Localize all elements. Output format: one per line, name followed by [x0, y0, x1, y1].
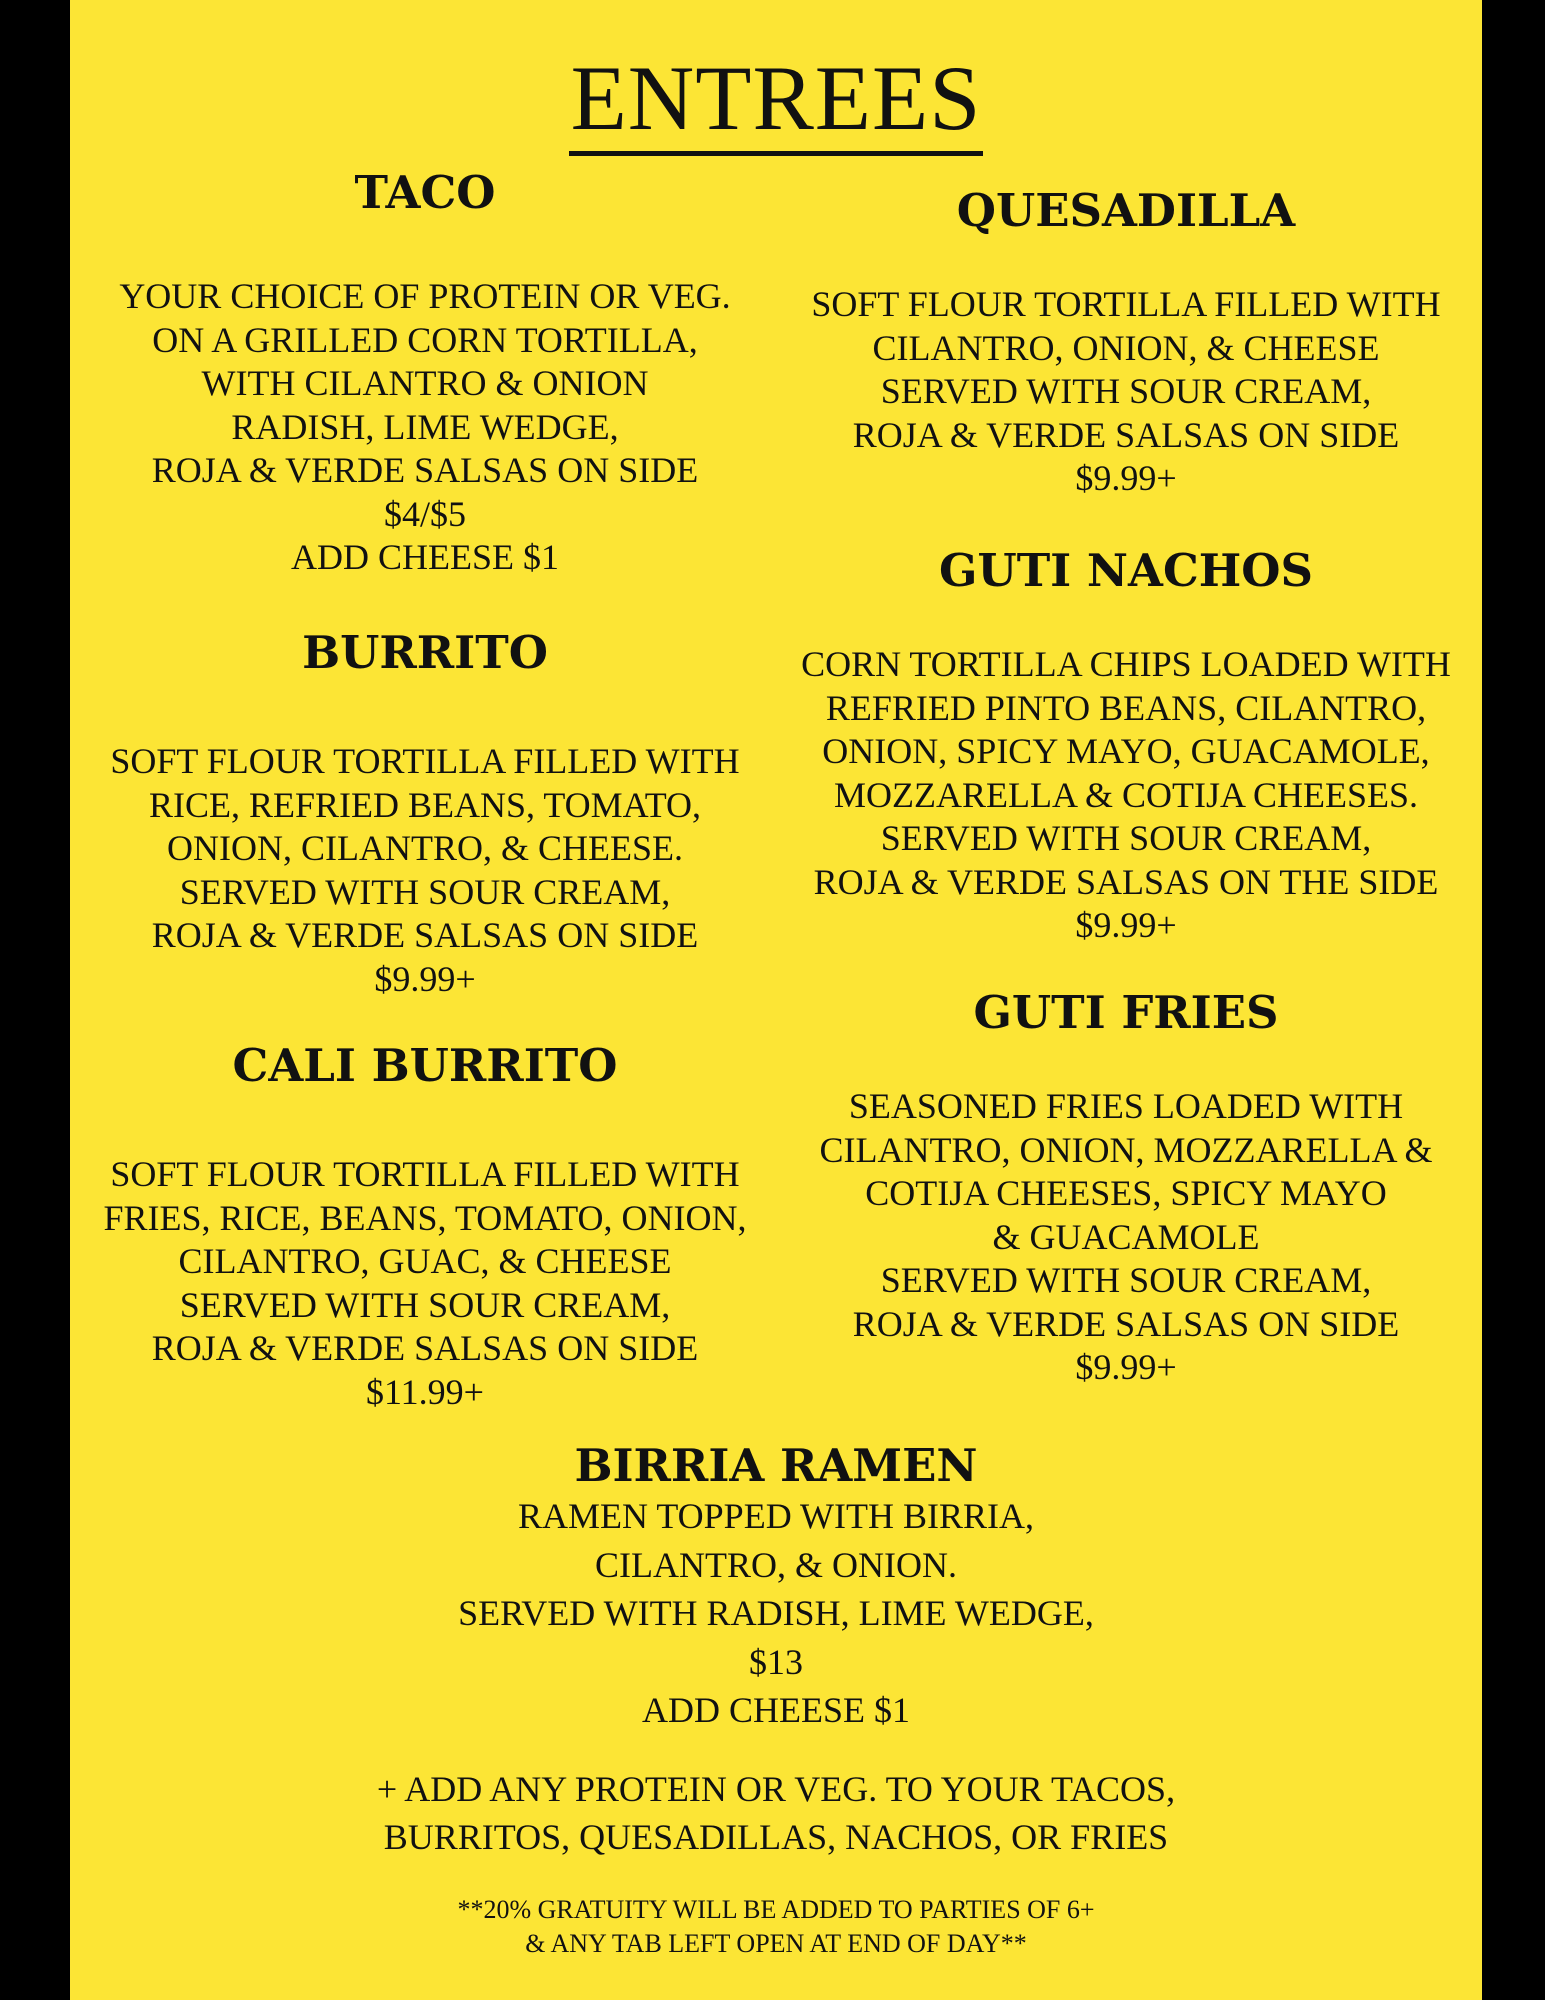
menu-page: [70, 0, 1482, 2000]
item-description: SOFT FLOUR TORTILLA FILLED WITH RICE, REFRIED BEANS, TOMATO, ONION, CILANTRO, & CHEESE. SERVED WITH SOUR CREAM, ROJA & VERDE SALSAS ON SIDE: [110, 741, 740, 955]
item-name: BIRRIA RAMEN: [574, 1439, 978, 1492]
page-title-text: ENTREES: [569, 47, 984, 156]
menu-item-guti-fries: [770, 986, 1482, 1390]
item-price: $9.99+: [1075, 458, 1177, 498]
item-price: $11.99+: [366, 1371, 484, 1412]
item-name: TACO: [354, 166, 496, 219]
item-description: CORN TORTILLA CHIPS LOADED WITH REFRIED PINTO BEANS, CILANTRO, ONION, SPICY MAYO, GUACAMOLE, MOZZARELLA & COTIJA CHEESES. SERVED WITH SOUR CREAM, ROJA & VERDE SALSAS ON THE SIDE: [801, 644, 1451, 902]
page-title: [70, 47, 1482, 149]
menu-item-guti-nachos: [770, 544, 1482, 948]
gratuity-note: **20% GRATUITY WILL BE ADDED TO PARTIES OF 6+ & ANY TAB LEFT OPEN AT END OF DAY**: [457, 1895, 1095, 1958]
item-name: CALI BURRITO: [232, 1039, 618, 1092]
menu-item-birria-ramen: [70, 1439, 1482, 1735]
menu-item-burrito: [70, 626, 780, 1001]
item-price: $9.99+: [1075, 905, 1177, 945]
item-price: $4/$5 ADD CHEESE $1: [291, 493, 559, 577]
item-name: GUTI FRIES: [973, 986, 1279, 1039]
item-name: GUTI NACHOS: [939, 544, 1313, 597]
addon-note: + ADD ANY PROTEIN OR VEG. TO YOUR TACOS, BURRITOS, QUESADILLAS, NACHOS, OR FRIES: [376, 1769, 1176, 1857]
item-name: QUESADILLA: [956, 184, 1296, 237]
item-description: SOFT FLOUR TORTILLA FILLED WITH FRIES, RICE, BEANS, TOMATO, ONION, CILANTRO, GUAC, & CHEESE SERVED WITH SOUR CREAM, ROJA & VERDE SALSAS ON SIDE: [103, 1154, 747, 1368]
item-price: $9.99+: [1075, 1347, 1177, 1387]
item-description: RAMEN TOPPED WITH BIRRIA, CILANTRO, & ONION. SERVED WITH RADISH, LIME WEDGE,: [458, 1496, 1094, 1633]
menu-item-cali-burrito: [70, 1039, 780, 1414]
menu-item-quesadilla: [770, 184, 1482, 501]
item-price: $9.99+: [374, 958, 476, 999]
item-description: SEASONED FRIES LOADED WITH CILANTRO, ONION, MOZZARELLA & COTIJA CHEESES, SPICY MAYO & GUACAMOLE SERVED WITH SOUR CREAM, ROJA & VERDE SALSAS ON SIDE: [819, 1086, 1433, 1344]
item-name: BURRITO: [302, 626, 548, 679]
item-description: SOFT FLOUR TORTILLA FILLED WITH CILANTRO, ONION, & CHEESE SERVED WITH SOUR CREAM, ROJA & VERDE SALSAS ON SIDE: [811, 284, 1441, 455]
item-description: YOUR CHOICE OF PROTEIN OR VEG. ON A GRILLED CORN TORTILLA, WITH CILANTRO & ONION RADISH, LIME WEDGE, ROJA & VERDE SALSAS ON SIDE: [119, 276, 731, 490]
item-price: $13 ADD CHEESE $1: [642, 1641, 910, 1730]
menu-item-taco: [70, 166, 780, 580]
